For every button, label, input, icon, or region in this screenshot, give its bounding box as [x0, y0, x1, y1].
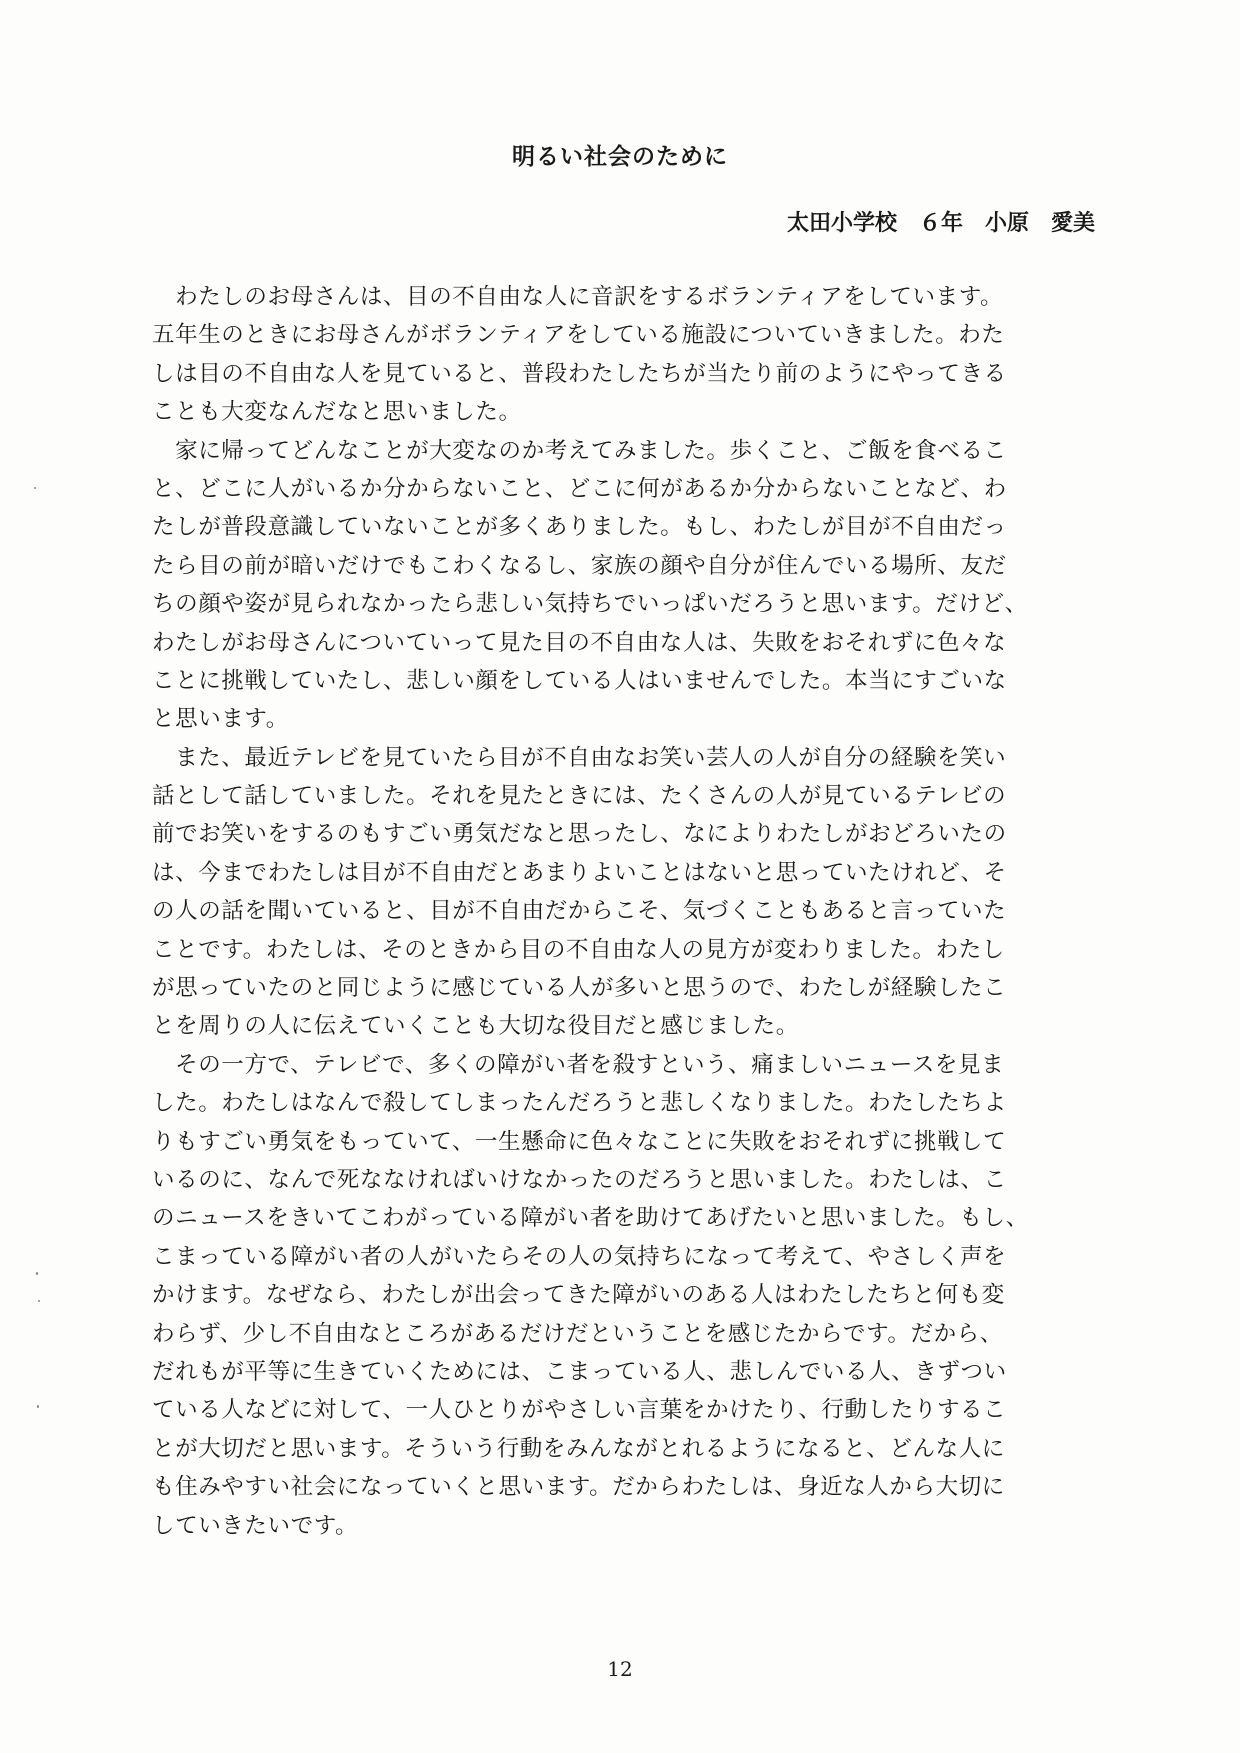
essay-line: ことも大変なんだなと思いました。 [152, 399, 522, 426]
author-line: 太田小学校 ６年 小原 愛美 [786, 211, 1095, 236]
essay-line: の人の話を聞いていると、目が不自由だからこそ、気づくこともあると言っていた [152, 898, 1007, 925]
scan-speck [36, 1272, 38, 1275]
essay-line: とを周りの人に伝えていくことも大切な役目だと感じました。 [152, 1013, 799, 1040]
essay-line: わたしのお母さんは、目の不自由な人に音訳をするボランティアをしています。 [152, 284, 1004, 310]
essay-line: ことに挑戦していたし、悲しい顔をしている人はいませんでした。本当にすごいな [152, 667, 1007, 694]
essay-line: しは目の不自由な人を見ていると、普段わたしたちが当たり前のようにやってきる [152, 360, 1007, 387]
essay-line: ている人などに対して、一人ひとりがやさしい言葉をかけたり、行動したりするこ [152, 1397, 1007, 1424]
essay-line: たしが普段意識していないことが多くありました。もし、わたしが目が不自由だっ [152, 514, 1007, 541]
essay-line: と思います。 [152, 706, 289, 733]
scan-speck [34, 487, 36, 489]
essay-line: また、最近テレビを見ていたら目が不自由なお笑い芸人の人が自分の経験を笑い [152, 744, 1007, 771]
essay-line: ことです。わたしは、そのときから目の不自由な人の見方が変わりました。わたし [152, 936, 1005, 963]
page-number: 12 [607, 1657, 633, 1681]
essay-line: とが大切だと思います。そういう行動をみんながとれるようになると、どんな人に [152, 1435, 1005, 1462]
essay-line: 五年生のときにお母さんがボランティアをしている施設についていきました。わた [152, 322, 1005, 349]
essay-line: 話として話していました。それを見たときには、たくさんの人が見ているテレビの [152, 783, 1007, 810]
essay-line: こまっている障がい者の人がいたらその人の気持ちになって考えて、やさしく声を [152, 1243, 1007, 1270]
essay-line: いるのに、なんで死ななければいけなかったのだろうと思いました。わたしは、こ [152, 1166, 1007, 1193]
essay-line: していきたいです。 [152, 1512, 359, 1539]
scan-speck [37, 1405, 39, 1408]
essay-line: かけます。なぜなら、わたしが出会ってきた障がいのある人はわたしたちと何も変 [152, 1282, 1005, 1309]
essay-line: と、どこに人がいるか分からないこと、どこに何があるか分からないことなど、わ [152, 475, 1007, 502]
essay-line: 前でお笑いをするのもすごい勇気だなと思ったし、なによりわたしがおどろいたの [152, 821, 1007, 848]
essay-line: 家に帰ってどんなことが大変なのか考えてみました。歩くこと、ご飯を食べるこ [152, 437, 1007, 464]
scan-speck [38, 1300, 40, 1302]
essay-line: ちの顔や姿が見られなかったら悲しい気持ちでいっぱいだろうと思います。だけど、 [152, 591, 1028, 618]
essay-line: だれもが平等に生きていくためには、こまっている人、悲しんでいる人、きずつい [152, 1358, 1007, 1385]
essay-line: は、今までわたしは目が不自由だとあまりよいことはないと思っていたけれど、そ [152, 859, 1007, 886]
essay-line: した。わたしはなんで殺してしまったんだろうと悲しくなりました。わたしたちよ [152, 1090, 1007, 1117]
essay-line: のニュースをきいてこわがっている障がい者を助けてあげたいと思いました。もし、 [152, 1205, 1029, 1232]
essay-line: わらず、少し不自由なところがあるだけだということを感じたからです。だから、 [152, 1320, 1003, 1347]
essay-line: が思っていたのと同じように感じている人が多いと思うので、わたしが経験したこ [152, 975, 1007, 1002]
essay-body [152, 278, 1092, 1545]
essay-line: その一方で、テレビで、多くの障がい者を殺すという、痛ましいニュースを見ま [152, 1051, 1005, 1078]
essay-line: も住みやすい社会になっていくと思います。だからわたしは、身近な人から大切に [152, 1474, 1005, 1501]
essay-line: わたしがお母さんについていって見た目の不自由な人は、失敗をおそれずに色々な [152, 629, 1007, 656]
essay-line: りもすごい勇気をもっていて、一生懸命に色々なことに失敗をおそれずに挑戦して [152, 1128, 1007, 1155]
essay-title: 明るい社会のために [512, 144, 728, 170]
essay-line: たら目の前が暗いだけでもこわくなるし、家族の顔や自分が住んでいる場所、友だ [152, 552, 1007, 579]
